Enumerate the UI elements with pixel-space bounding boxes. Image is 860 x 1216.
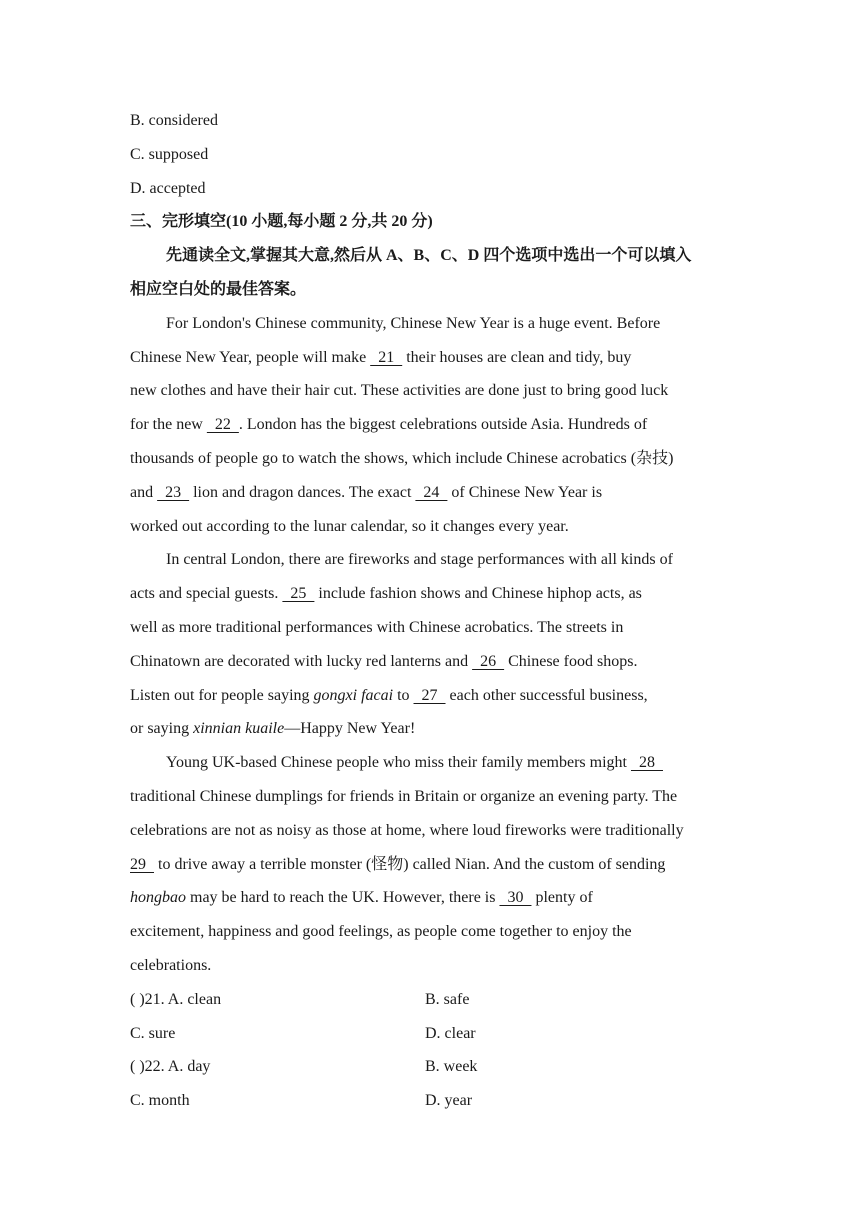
q21-option-c: C. sure xyxy=(130,1024,176,1042)
exam-page xyxy=(130,104,735,1118)
question-22-row-2 xyxy=(130,1084,735,1118)
q22-option-d: D. year xyxy=(425,1092,473,1110)
passage-line: Chinatown are decorated with lucky red lanterns and 26 Chinese food shops. xyxy=(130,645,735,679)
passage-line: new clothes and have their hair cut. These activities are done just to bring good luck xyxy=(130,382,669,400)
question-21-row-1 xyxy=(130,983,735,1017)
blank-25: 25 xyxy=(282,585,315,603)
passage-line: for the new 22 . London has the biggest celebrations outside Asia. Hundreds of xyxy=(130,408,735,442)
passage-line: Listen out for people saying gongxi facai to 27 each other successful business, xyxy=(130,679,735,713)
option-d: D. accepted xyxy=(130,179,206,197)
q22-option-b: B. week xyxy=(425,1058,478,1076)
passage-line: well as more traditional performances with Chinese acrobatics. The streets in xyxy=(130,618,624,636)
passage-line: or saying xinnian kuaile—Happy New Year! xyxy=(130,720,416,738)
q22-option-c: C. month xyxy=(130,1092,190,1110)
passage-line: celebrations are not as noisy as those at home, where loud fireworks were traditionally xyxy=(130,821,684,839)
blank-27: 27 xyxy=(413,686,446,704)
blank-24: 24 xyxy=(415,483,448,501)
section-heading: 三、完形填空(10 小题,每小题 2 分,共 20 分) xyxy=(130,213,433,231)
blank-28: 28 xyxy=(630,754,663,772)
passage-line: and 23 lion and dragon dances. The exact 24 of Chinese New Year is xyxy=(130,476,735,510)
passage-line: Young UK-based Chinese people who miss their family members might 28 xyxy=(130,746,735,780)
passage-line: For London's Chinese community, Chinese New Year is a huge event. Before xyxy=(166,314,661,332)
q21-option-a: ( )21. A. clean xyxy=(130,990,222,1008)
blank-29: 29 xyxy=(130,855,154,873)
passage-line: In central London, there are fireworks and stage performances with all kinds of xyxy=(166,551,673,569)
passage-line: excitement, happiness and good feelings, as people come together to enjoy the xyxy=(130,923,632,941)
option-b: B. considered xyxy=(130,112,218,129)
instruction-line: 先通读全文,掌握其大意,然后从 A、B、C、D 四个选项中选出一个可以填入 xyxy=(166,247,692,265)
blank-21: 21 xyxy=(370,348,403,366)
option-c: C. supposed xyxy=(130,145,209,163)
passage-line: 29 to drive away a terrible monster (怪物) called Nian. And the custom of sending xyxy=(130,848,735,882)
passage-line: thousands of people go to watch the shows, which include Chinese acrobatics (杂技) xyxy=(130,449,674,467)
blank-26: 26 xyxy=(472,652,505,670)
blank-30: 30 xyxy=(499,889,532,907)
q21-option-b: B. safe xyxy=(425,990,470,1008)
instruction-line: 相应空白处的最佳答案。 xyxy=(130,280,307,298)
passage-line: traditional Chinese dumplings for friends in Britain or organize an evening party. The xyxy=(130,787,678,805)
passage-line: celebrations. xyxy=(130,956,212,974)
passage-line: Chinese New Year, people will make 21 their houses are clean and tidy, buy xyxy=(130,341,735,375)
question-22-row-1 xyxy=(130,1050,735,1084)
q21-option-d: D. clear xyxy=(425,1024,476,1042)
passage-line: acts and special guests. 25 include fashion shows and Chinese hiphop acts, as xyxy=(130,577,735,611)
question-21-row-2 xyxy=(130,1017,735,1051)
blank-23: 23 xyxy=(157,483,190,501)
passage-line: worked out according to the lunar calendar, so it changes every year. xyxy=(130,517,569,535)
passage-line: hongbao may be hard to reach the UK. However, there is 30 plenty of xyxy=(130,881,735,915)
blank-22: 22 xyxy=(206,416,239,434)
q22-option-a: ( )22. A. day xyxy=(130,1058,211,1076)
